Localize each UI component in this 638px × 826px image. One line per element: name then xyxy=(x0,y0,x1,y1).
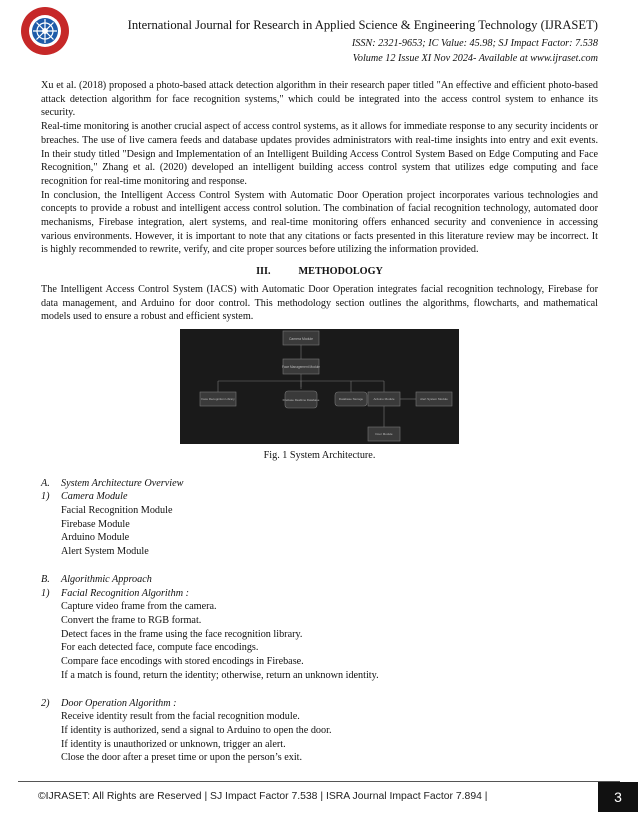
journal-title: International Journal for Research in Applied Science & Engineering Technology (IJRASET) xyxy=(127,18,598,32)
section-title: METHODOLOGY xyxy=(298,266,383,278)
algorithm-step: Capture video frame from the camera. xyxy=(61,601,217,613)
list-item: Alert System Module xyxy=(61,546,149,558)
footer-divider xyxy=(18,781,620,782)
subsection-heading: A. System Architecture Overview xyxy=(41,477,184,489)
footer-text: ©IJRASET: All Rights are Reserved | SJ Impact Factor 7.538 | ISRA Journal Impact Factor 7.894 | xyxy=(38,791,488,802)
algorithm-step: For each detected face, compute face encodings. xyxy=(61,642,259,654)
list-item: Arduino Module xyxy=(61,532,130,544)
box-face-management: Face Management Module xyxy=(282,364,320,369)
box-alert: Alert System Module xyxy=(420,396,448,401)
box-camera: Camera Module xyxy=(288,336,314,341)
list-item: Firebase Module xyxy=(61,518,130,530)
list-item-heading: 1) Camera Module xyxy=(41,491,128,503)
section-heading xyxy=(41,265,598,279)
algorithm-heading: 2) Door Operation Algorithm : xyxy=(41,697,177,709)
algorithm-step: If identity is unauthorized or unknown, trigger an alert. xyxy=(61,738,286,750)
page-number: 3 xyxy=(598,782,638,812)
box-face-recognition: Face Recognition Library xyxy=(201,396,235,401)
system-architecture-figure xyxy=(180,329,459,444)
algorithm-step: Compare face encodings with stored encodings in Firebase. xyxy=(61,656,304,668)
algorithm-step: Receive identity result from the facial recognition module. xyxy=(61,711,300,723)
paragraph: In conclusion, the Intelligent Access Control System with Automatic Door Operation project incorporates various technologies and concepts to provide a robust and intelligent access control solution. The combination of facial recognition technology, automated door mechanisms, Firebase integration, alert systems, and real-time monitoring offers enhanced security and convenience in accessing various environments. However, it is important to note that any citations or facts presented in this literature review may be incorrect. It is highly recommended to rewrite, verify, and cite proper sources before utilizing the information provided. xyxy=(41,189,598,256)
algorithm-step: Detect faces in the frame using the face recognition library. xyxy=(61,628,303,640)
box-arduino: Arduino Module xyxy=(373,396,395,401)
list-item: Facial Recognition Module xyxy=(61,505,173,517)
issn-line: ISSN: 2321-9653; IC Value: 45.98; SJ Impact Factor: 7.538 xyxy=(351,38,598,49)
algorithm-step: Close the door after a preset time or upon the person’s exit. xyxy=(61,752,303,764)
paragraph: Real-time monitoring is another crucial aspect of access control systems, as it allows for immediate response to any security incidents or breaches. The use of live camera feeds and database updates provides administrators with real-time insights into entry and exit events. In their study titled "Design and Implementation of an Intelligent Building Access Control System Based on Edge Computing and Face Recognition," Zhang et al. (2020) developed an intelligent building access control system that utilizes edge computing and face recognition for real-time monitoring and response. xyxy=(41,121,598,187)
box-firebase: Firebase Realtime Database xyxy=(282,397,320,402)
algorithm-step: Convert the frame to RGB format. xyxy=(61,614,202,626)
volume-line: Volume 12 Issue XI Nov 2024- Available at www.ijraset.com xyxy=(352,53,598,64)
box-database: Database Storage xyxy=(338,396,364,401)
article-body xyxy=(41,79,598,765)
algorithm-step: If identity is authorized, send a signal to Arduino to open the door. xyxy=(61,724,332,736)
paragraph: Xu et al. (2018) proposed a photo-based attack detection algorithm in their research paper titled "An effective and efficient photo-based attack detection algorithm for face recognition systems," which could be integrated into the access control system to enhance its security. xyxy=(41,80,598,119)
figure-caption: Fig. 1 System Architecture. xyxy=(263,449,376,461)
algorithm-heading: 1) Facial Recognition Algorithm : xyxy=(41,587,189,599)
subsection-heading: B. Algorithmic Approach xyxy=(41,573,152,585)
section-intro: The Intelligent Access Control System (IACS) with Automatic Door Operation integrates facial recognition technology, Firebase for data management, and Arduino for door control. This methodology section outlines the algorithms, flowcharts, and mathematical models used to ensure a robust and efficient system. xyxy=(41,283,598,323)
box-door: Door Module xyxy=(375,431,393,436)
section-number: III. xyxy=(256,266,271,278)
algorithm-step: If a match is found, return the identity; otherwise, return an unknown identity. xyxy=(61,669,379,681)
